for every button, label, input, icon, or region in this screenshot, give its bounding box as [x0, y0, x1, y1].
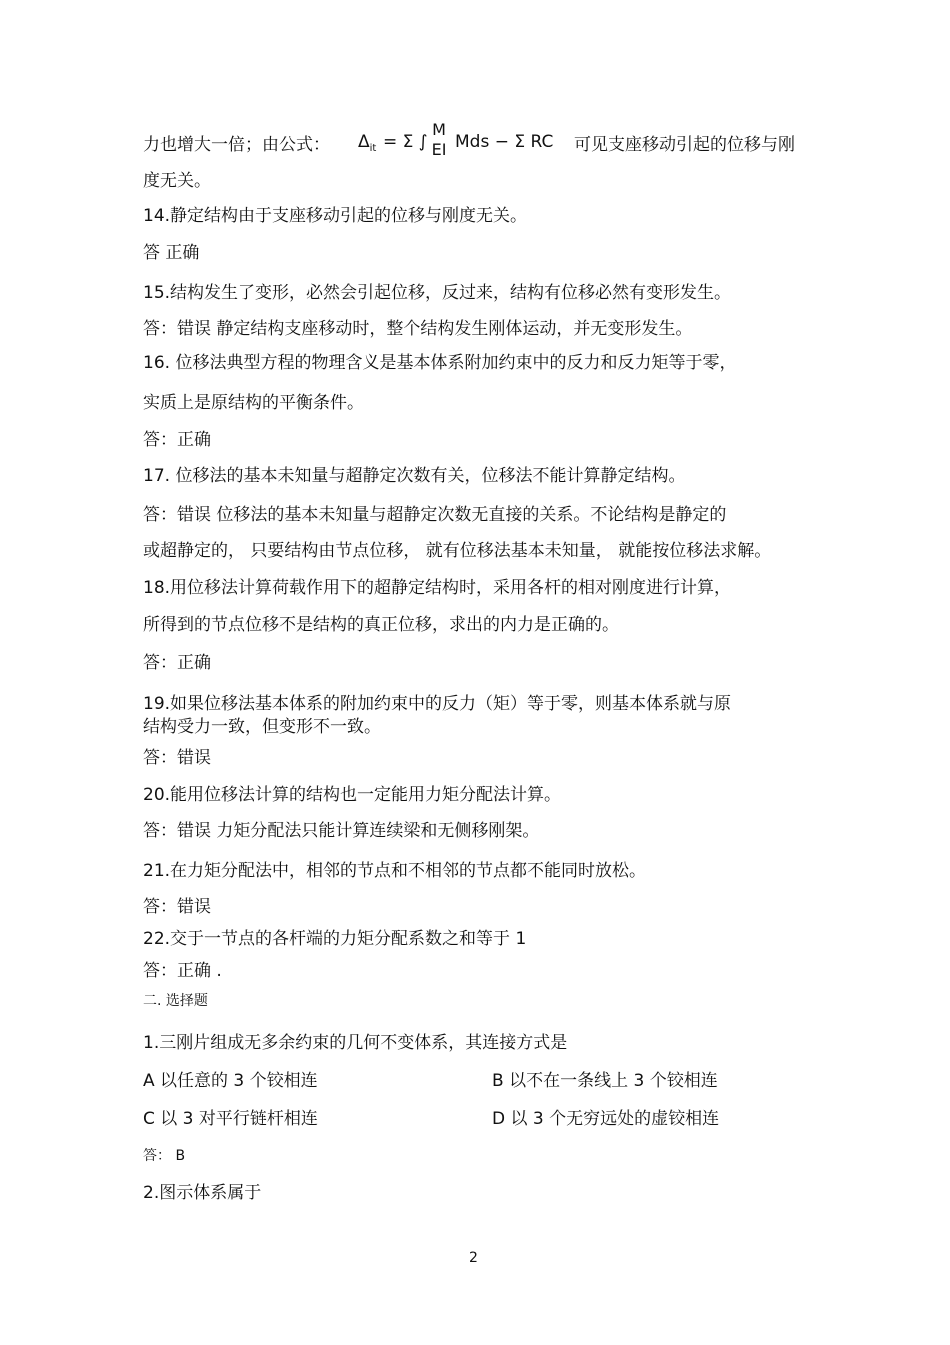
choice-question-1: 1.三刚片组成无多余约束的几何不变体系，其连接方式是	[143, 1033, 568, 1053]
text-line: 度无关。	[143, 171, 211, 191]
fraction-m-over-ei	[428, 120, 450, 160]
option-c: C 以 3 对平行链杆相连	[143, 1109, 318, 1129]
question-14: 14.静定结构由于支座移动引起的位移与刚度无关。	[143, 206, 528, 226]
choice-question-2: 2.图示体系属于	[143, 1183, 262, 1203]
sum-integral: = Σ ∫	[383, 132, 428, 152]
fraction-denominator: EI	[431, 140, 447, 159]
formula-lead-text: 力也增大一倍；由公式：	[143, 135, 330, 155]
answer-16: 答：正确	[143, 430, 211, 450]
formula-line	[143, 120, 903, 166]
answer-19: 答：错误	[143, 748, 211, 768]
delta-glyph: Δ	[358, 132, 370, 152]
formula-mds-rc: Mds − Σ RC	[455, 132, 554, 152]
answer-20: 答：错误 力矩分配法只能计算连续梁和无侧移刚架。	[143, 821, 540, 841]
answer-18: 答：正确	[143, 653, 211, 673]
question-19: 19.如果位移法基本体系的附加约束中的反力（矩）等于零，则基本体系就与原	[143, 694, 732, 714]
question-20: 20.能用位移法计算的结构也一定能用力矩分配法计算。	[143, 785, 562, 805]
option-d: D 以 3 个无穷远处的虚铰相连	[492, 1109, 720, 1129]
fraction-numerator: M	[432, 120, 446, 139]
answer-17-cont: 或超静定的， 只要结构由节点位移， 就有位移法基本未知量， 就能按位移法求解。	[143, 541, 772, 561]
option-a: A 以任意的 3 个铰相连	[143, 1071, 318, 1091]
answer-15: 答：错误 静定结构支座移动时，整个结构发生刚体运动，并无变形发生。	[143, 319, 693, 339]
question-16: 16. 位移法典型方程的物理含义是基本体系附加约束中的反力和反力矩等于零，	[143, 353, 737, 373]
question-19-cont: 结构受力一致，但变形不一致。	[143, 717, 381, 737]
question-18: 18.用位移法计算荷载作用下的超静定结构时，采用各杆的相对刚度进行计算，	[143, 578, 732, 598]
question-16-cont: 实质上是原结构的平衡条件。	[143, 393, 364, 413]
question-17: 17. 位移法的基本未知量与超静定次数有关，位移法不能计算静定结构。	[143, 466, 686, 486]
choice-answer-1: 答： B	[143, 1148, 186, 1164]
section-heading: 二. 选择题	[143, 993, 208, 1009]
formula-tail-text: 可见支座移动引起的位移与刚	[574, 135, 795, 155]
page-number: 2	[469, 1250, 478, 1266]
question-18-cont: 所得到的节点位移不是结构的真正位移，求出的内力是正确的。	[143, 615, 619, 635]
answer-14: 答 正确	[143, 243, 200, 263]
question-15: 15.结构发生了变形，必然会引起位移，反过来，结构有位移必然有变形发生。	[143, 283, 732, 303]
question-22: 22.交于一节点的各杆端的力矩分配系数之和等于 1	[143, 929, 527, 949]
option-b: B 以不在一条线上 3 个铰相连	[492, 1071, 718, 1091]
answer-17: 答：错误 位移法的基本未知量与超静定次数无直接的关系。不论结构是静定的	[143, 505, 727, 525]
answer-22: 答：正确 .	[143, 961, 222, 981]
delta-symbol	[358, 132, 376, 154]
answer-21: 答：错误	[143, 897, 211, 917]
delta-subscript: it	[369, 143, 377, 154]
question-21: 21.在力矩分配法中，相邻的节点和不相邻的节点都不能同时放松。	[143, 861, 647, 881]
